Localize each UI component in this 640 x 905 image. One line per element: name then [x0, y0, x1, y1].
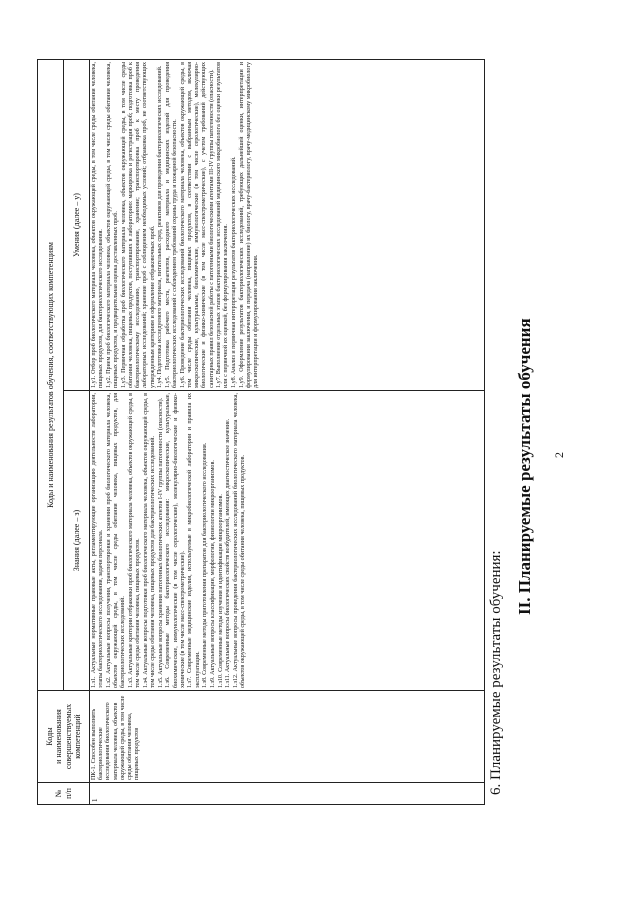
skill-item: 1.у3. Первичная обработка проб биологического материала человека, объектов окружающей среды, в том числе среды обитания человека, пищевых продуктов, поступивших в лабораторию: маркировка и регистрация проб; подготовка проб к бактериологическому исследованию, транспортирование, хранение; транспортировка проб к месту проведения лабораторных исследований; хранение проб с соблюдением необходимых условий; отбраковка проб, не соответствующих утвержденным критериям и оформление отбраковочных проб.: [120, 61, 156, 388]
skill-item: 1.у8. Анализ и первичная интерпретация результатов бактериологических исследований.: [231, 156, 238, 388]
header-knowledge: Знания (далее – з): [64, 391, 90, 691]
knowledge-item: 1.з5. Актуальные вопросы хранения патогенных биологических агентов I-IV группы патогенности (опасности).: [157, 397, 164, 688]
skill-item: 1.у4. Подготовка исследуемого материала, питательных сред, реактивов для проведения бактериологических исследований.: [157, 65, 164, 388]
knowledge-item: 1.з11. Актуальные вопросы биологических свойств возбудителей, имеющих диагностическое значение.: [225, 418, 232, 688]
knowledge-item: 1.з3. Актуальные критерии отбраковки проб биологического материала человека, объектов окружающей среды, в том числе среды обитания человека, пищевых продуктов.: [127, 393, 142, 688]
knowledge-item: 1.з6. Современные методы бактериологического исследования: микроскопические, культуральные, биохимические, иммунологические (в том числе серологические), молекулярно-биологические и физико-химические (в том числе масс-спектрометрические).: [165, 393, 186, 688]
chapter-title: II. Планируемые результаты обучения: [515, 318, 534, 615]
table-row: [90, 59, 485, 804]
knowledge-item: 1.з12. Актуальные вопросы проведения бактериологических исследований биологического материала человека, объектов окружающей среды, в том числе среды обитания человека, пищевых продуктов.: [233, 393, 247, 688]
skill-item: 1.у5. Подготовка рабочего места, реагентов, расходного материала и медицинских изделий для проведения бактериологических исследований с соблюдением требований охраны труда и пожарной безопасности.: [164, 61, 179, 388]
knowledge-item: 1.з7. Современные медицинские изделия, используемые в микробиологической лаборатории и правила их эксплуатации.: [187, 393, 201, 688]
knowledge-item: 1.з10. Современные методы изучения и идентификации микроорганизмов.: [217, 494, 224, 688]
section-title: 6. Планируемые результаты обучения:: [488, 550, 504, 795]
header-number: № п/п: [38, 783, 90, 805]
header-outcomes-group: Коды и наименования результатов обучения, соответствующих компетенциям: [38, 59, 64, 690]
knowledge-item: 1.з4. Актуальные вопросы подготовки проб биологического материала человека, объектов окружающей среды, в том числе среды обитания человека, пищевых продуктов для бактериологических исследований.: [142, 393, 156, 688]
row-number: 1: [90, 783, 485, 805]
skill-item: 1.у7. Выполнение отдельных этапов бактериологических исследований медицинского микробиолога без оценки результатов или с первичной их оценкой, без формулирования заключения.: [216, 61, 230, 388]
knowledge-item: 1.з1. Актуальные нормативные правовые акты, регламентирующие организацию деятельности лаборатории, этапы бактериологического исследования, задачи персонала.: [91, 393, 105, 688]
learning-outcomes-table: [37, 59, 485, 805]
page-number: 2: [552, 452, 566, 458]
skills-cell: [90, 59, 485, 390]
competency-cell: ПК-1. Способен выполнять бактериологические исследования биологического материала человека, объектов окружающей среды, в том числе среды обитания человека, пищевых продуктов: [90, 691, 485, 783]
skill-item: 1.у6. Проведение бактериологических исследований биологического материала человека, объектов окружающей среды, в том числе среды обитания человека, пищевых продуктов, в соответствии с выбранным методом, включая микроскопические, культуральные, биохимические, иммунологические (в том числе серологические), молекулярно-биологические и физико-химические (в том числе масс-спектрометрические), с учетом требований действующих санитарных правил безопасной работы с патогенными биологическими агентами III-IV группы патогенности (опасности).: [179, 61, 215, 388]
skill-item: 1.у9. Оформление результатов бактериологических исследований, требующих дальнейшей оценки, интерпретации и формулирования заключения, и передача (направление) их биологу, врачу-бактериологу, врачу-медицинскому микробиологу для интерпретации и формулирования заключения.: [238, 61, 260, 388]
knowledge-cell: [90, 391, 485, 691]
knowledge-item: 1.з2. Актуальные вопросы получения, транспортировки и хранения проб биологического материала человека, объектов окружающей среды, в том числе среды обитания человека, пищевых продуктов, для бактериологических исследований.: [105, 393, 127, 688]
table-header-row: [38, 59, 64, 804]
knowledge-item: 1.з9. Актуальные вопросы классификации, морфологии, физиологии микроорганизмов.: [210, 460, 216, 688]
skill-item: 1.у2. Прием проб биологического материала человека, объектов окружающей среды, в том числе среды обитания человека, пищевых продуктов, и предварительная оценка доставленных проб.: [105, 61, 120, 388]
header-competency: Коды и наименования совершенствуемых компетенций: [38, 691, 90, 783]
skill-item: 1.у1. Отбор проб биологического материала человека, объектов окружающей среды, в том числе среды обитания человека, пищевых продуктов, для бактериологического исследования.: [91, 61, 105, 388]
knowledge-item: 1.з8. Современные методы приготовления препаратов для бактериологического исследования.: [202, 442, 209, 688]
header-skills: Умения (далее – у): [64, 59, 90, 390]
